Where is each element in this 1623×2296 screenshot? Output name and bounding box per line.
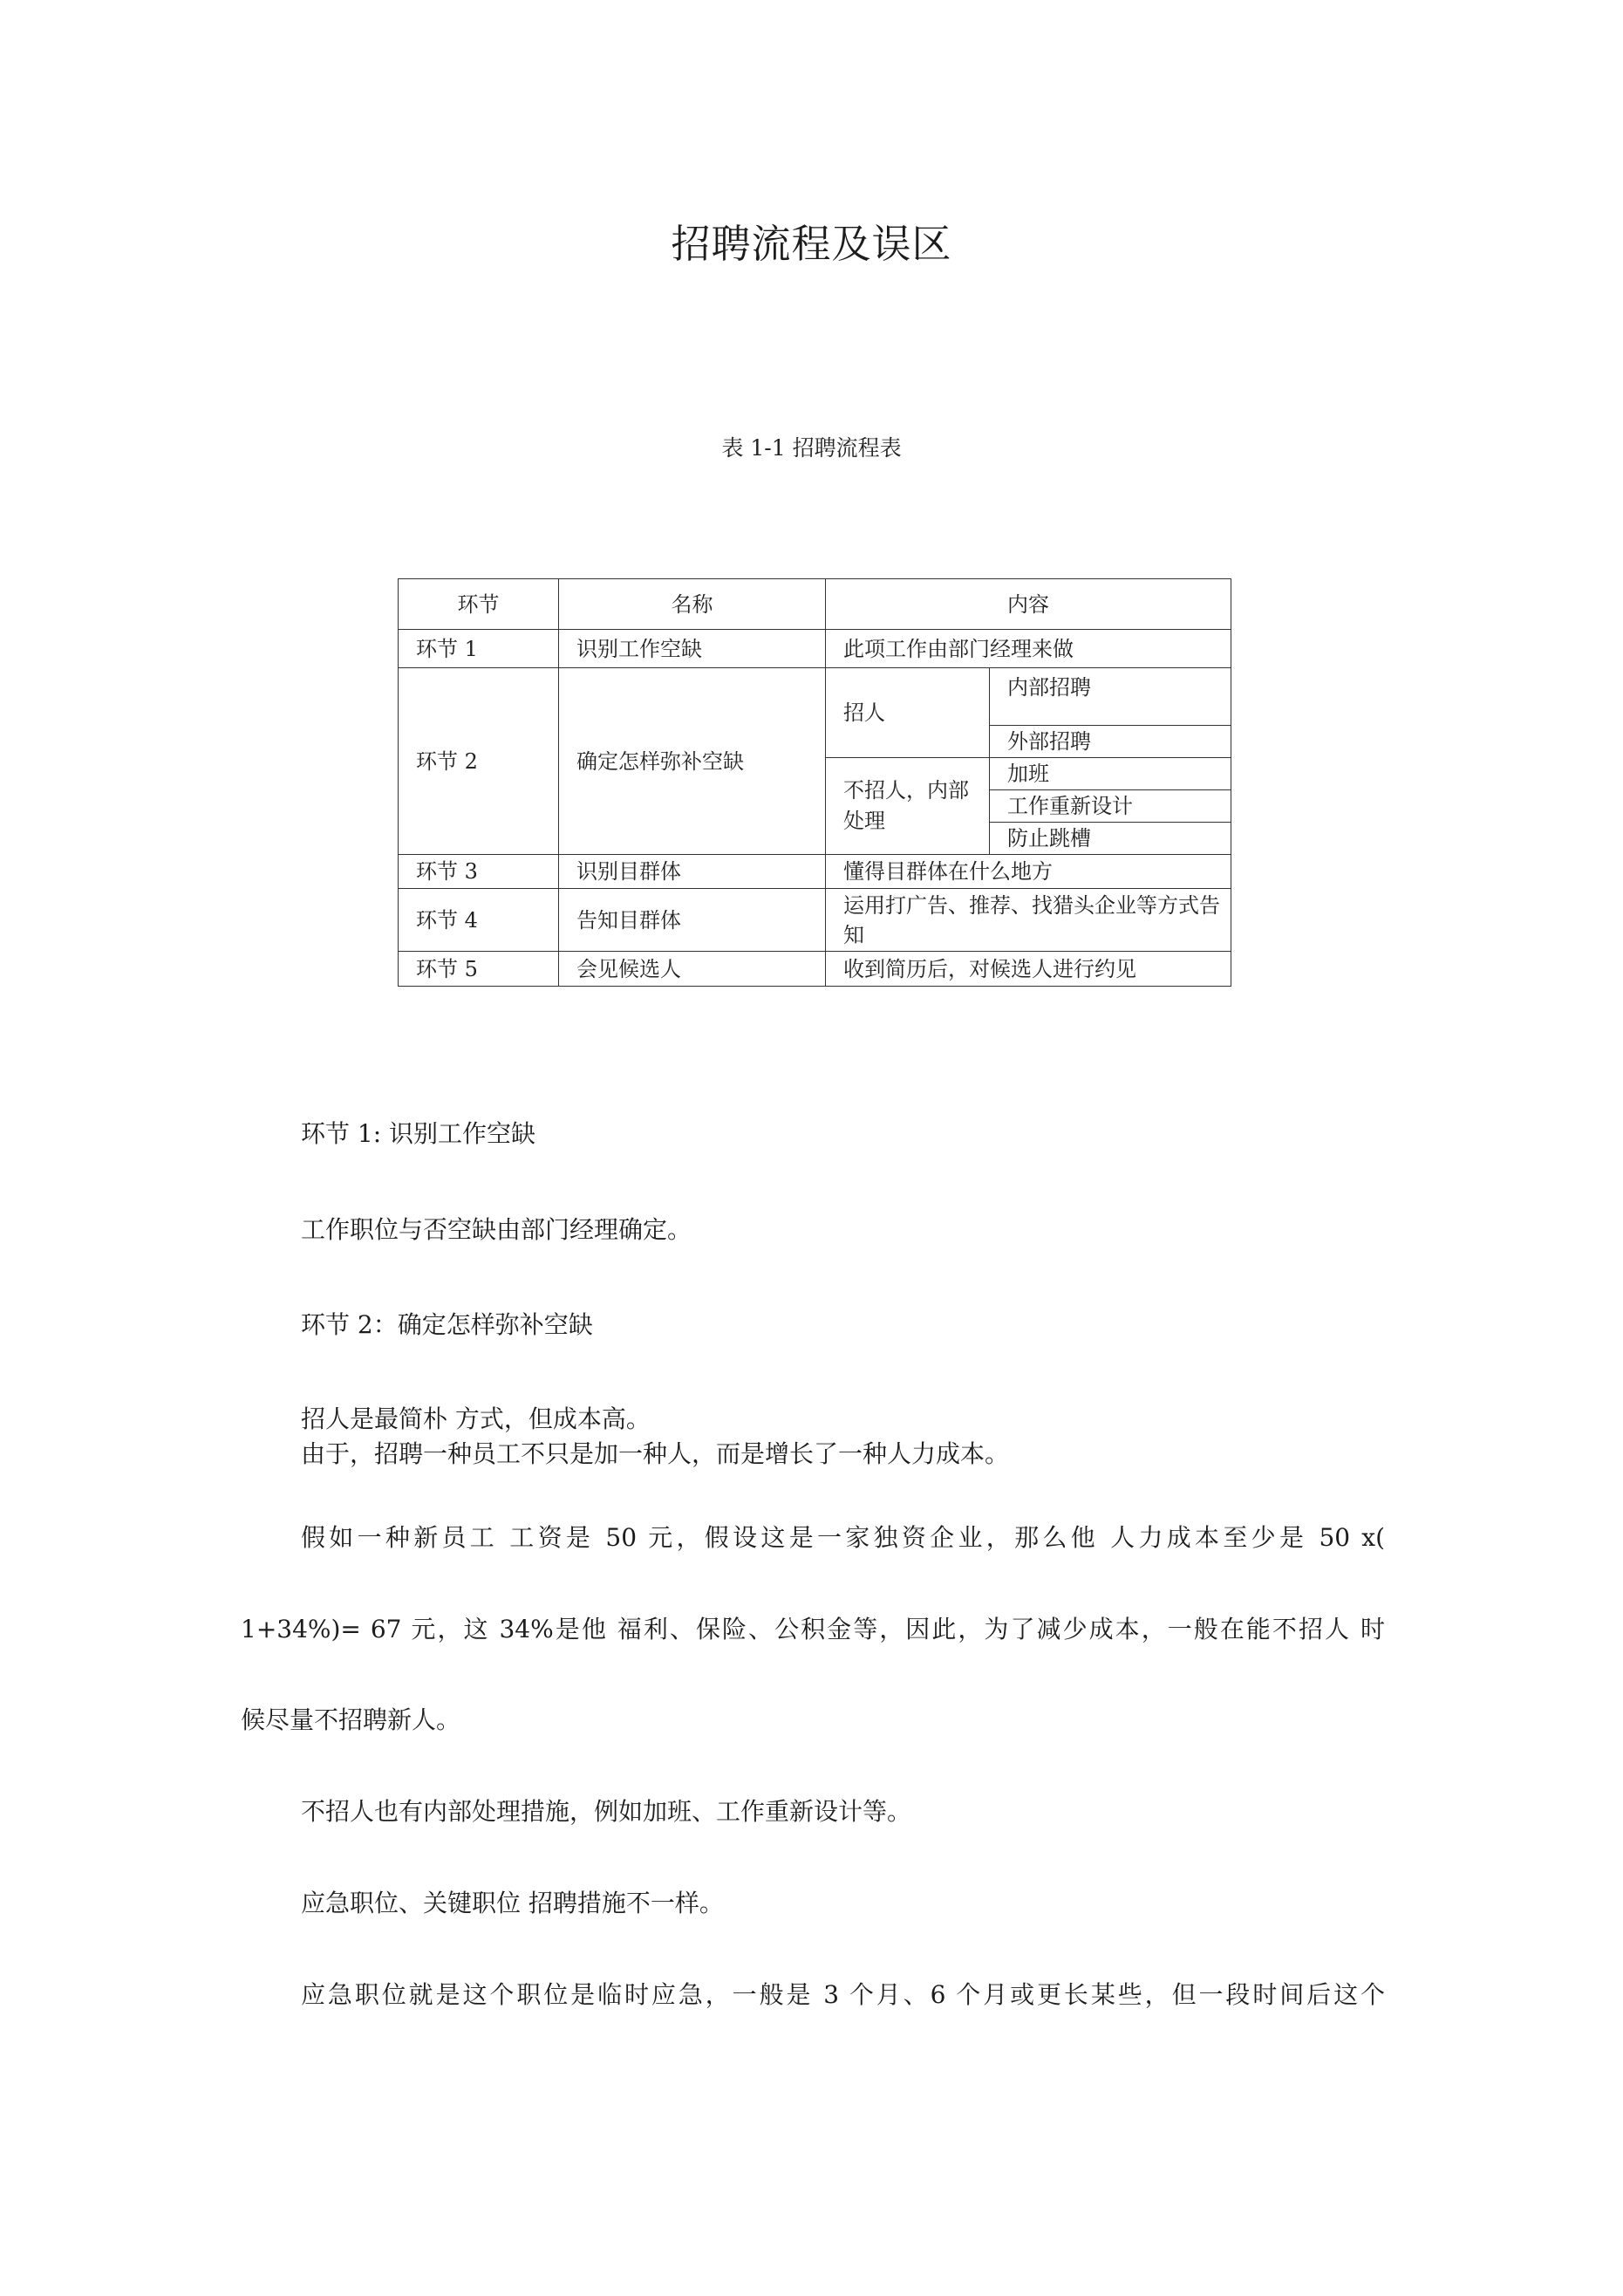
cell-stage: 环节 5	[399, 952, 559, 987]
cell-no-hire-option: 防止跳槽	[990, 823, 1231, 855]
table-caption: 表 1-1 招聘流程表	[721, 435, 902, 461]
table-row	[399, 952, 1231, 987]
cell-name: 识别目群体	[559, 855, 826, 889]
cell-stage: 环节 2	[399, 668, 559, 855]
paragraph: 1+34%)= 67 元，这 34%是他 福利、保险、公积金等，因此，为了减少成本，一般在能不招人 时	[241, 1615, 1385, 1643]
section-heading: 环节 1: 识别工作空缺	[301, 1119, 536, 1148]
cell-name: 识别工作空缺	[559, 630, 826, 668]
cell-name: 会见候选人	[559, 952, 826, 987]
paragraph: 应急职位、关键职位 招聘措施不一样。	[301, 1889, 724, 1917]
cell-hire-option: 内部招聘	[990, 668, 1231, 726]
cell-name: 确定怎样弥补空缺	[559, 668, 826, 855]
cell-content: 运用打广告、推荐、找猎头企业等方式告知	[826, 889, 1231, 952]
cell-content: 懂得目群体在什么地方	[826, 855, 1231, 889]
cell-no-hire-option: 工作重新设计	[990, 790, 1231, 823]
recruitment-process-table	[398, 578, 1231, 987]
cell-stage: 环节 1	[399, 630, 559, 668]
paragraph: 假如一种新员工 工资是 50 元，假设这是一家独资企业，那么他 人力成本至少是 50 x(	[301, 1523, 1385, 1552]
cell-hire-option: 外部招聘	[990, 726, 1231, 758]
cell-content: 收到简历后，对候选人进行约见	[826, 952, 1231, 987]
cell-no-hire-option: 加班	[990, 758, 1231, 790]
cell-stage: 环节 3	[399, 855, 559, 889]
table-row	[399, 889, 1231, 952]
cell-stage: 环节 4	[399, 889, 559, 952]
cell-hire: 招人	[826, 668, 990, 758]
page-title: 招聘流程及误区	[671, 221, 952, 267]
cell-content: 此项工作由部门经理来做	[826, 630, 1231, 668]
paragraph: 招人是最简朴 方式，但成本高。	[301, 1404, 651, 1433]
table-row	[399, 630, 1231, 668]
section-heading: 环节 2：确定怎样弥补空缺	[301, 1310, 593, 1339]
header-name: 名称	[559, 579, 826, 630]
cell-no-hire: 不招人，内部处理	[826, 758, 990, 855]
paragraph: 候尽量不招聘新人。	[241, 1705, 461, 1734]
paragraph: 工作职位与否空缺由部门经理确定。	[301, 1215, 692, 1244]
paragraph: 应急职位就是这个职位是临时应急，一般是 3 个月、6 个月或更长某些，但一段时间后这个	[301, 1980, 1385, 2009]
table-row	[399, 668, 1231, 726]
cell-name: 告知目群体	[559, 889, 826, 952]
table-row	[399, 855, 1231, 889]
paragraph: 不招人也有内部处理措施，例如加班、工作重新设计等。	[301, 1797, 912, 1826]
paragraph: 由于，招聘一种员工不只是加一种人，而是增长了一种人力成本。	[301, 1439, 1010, 1468]
table-header-row	[399, 579, 1231, 630]
header-stage: 环节	[399, 579, 559, 630]
header-content: 内容	[826, 579, 1231, 630]
